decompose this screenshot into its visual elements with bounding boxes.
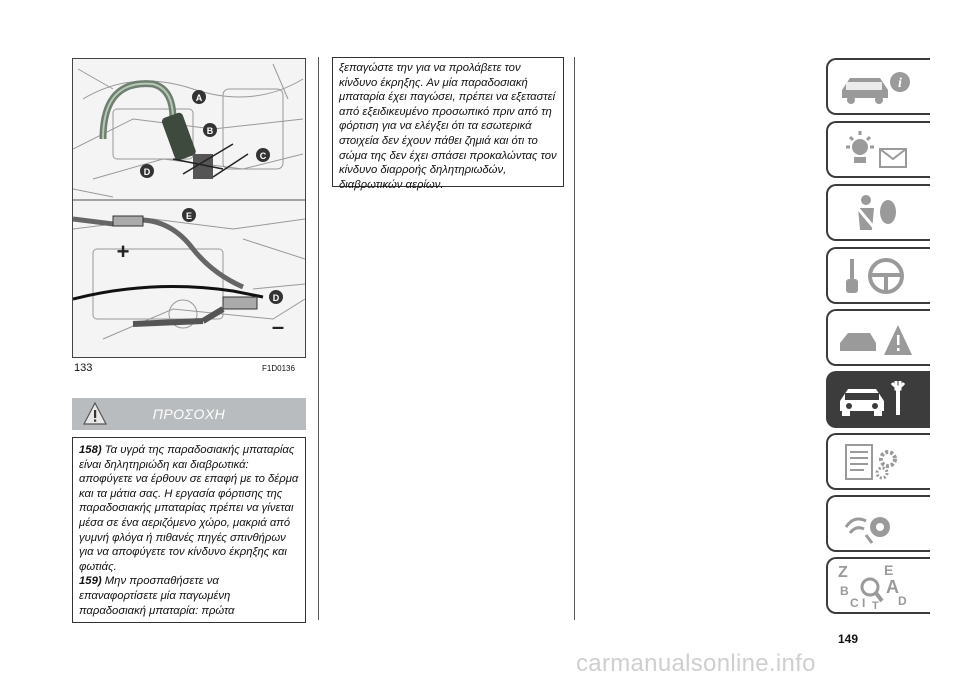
page-number: 149 [838,632,859,646]
car-emergency-icon [836,315,916,361]
warning-continuation-box [332,57,564,191]
svg-text:E: E [185,211,193,221]
figure-battery-connection [72,58,306,358]
upper-panel-bg [73,59,305,199]
svg-text:B: B [206,126,214,136]
side-tab-specifications[interactable] [826,433,930,490]
svg-text:i: i [898,76,902,91]
side-tab-car-info[interactable] [826,58,930,115]
seatbelt-airbag-icon [836,190,916,236]
callout-e [182,208,196,222]
index-letter: Z [838,564,848,581]
svg-text:D: D [143,167,151,177]
side-tab-emergency[interactable] [826,309,930,366]
warning-number: 158) [79,444,102,456]
plus-symbol: + [116,239,130,264]
svg-text:A: A [195,93,203,103]
side-tab-index[interactable] [826,557,930,614]
index-letter: A [886,577,899,597]
alphabetical-index-icon [836,563,916,609]
svg-text:C: C [259,151,267,161]
key-steering-wheel-icon [836,253,916,299]
multimedia-icon [836,501,916,547]
figure-code: F1D0136 [262,364,295,373]
warning-text: Τα υγρά της παραδοσιακής μπαταρίας είναι δηλητηριώδη και διαβρωτικά: αποφύγετε να έρθουν σε επαφή με το δέρμα και τα μάτια σας. Η εργασία φόρτισης της παραδοσιακής μπαταρίας πρέπει να γίνεται μέσα σε ένα αεριζόμενο χώρο, μακριά από γυμνή φλόγα ή πιθανές πηγές σπινθήρων για να αποφύγετε τον κίνδυνο έκρηξης και φωτιάς. [79,444,299,573]
callout-a [192,90,206,104]
watermark: carmanualsonline.info [576,650,816,677]
callout-c [256,148,270,162]
figure-number: 133 [74,362,93,374]
warning-number: 159) [79,575,102,588]
side-tab-safety[interactable] [826,184,930,241]
minus-symbol: – [271,314,285,339]
warning-item-158 [79,443,299,574]
index-letter: C [850,596,859,609]
callout-d-lower [269,290,283,304]
warning-item-159 [79,574,299,618]
column-divider-right [574,57,575,620]
car-info-icon [836,64,916,110]
side-tab-maintenance[interactable] [826,371,930,428]
warning-box [72,437,306,623]
warning-lights-message-icon [836,127,916,173]
car-wrench-icon [834,375,914,421]
clamp-positive [113,216,143,226]
column-divider-left [318,57,319,620]
warning-continuation-text: ξεπαγώστε την για να προλάβετε τον κίνδυνο έκρηξης. Αν μία παραδοσιακή μπαταρία έχει παγώσει, πρέπει να εξεταστεί από εξειδικευμένο προσωπικό πριν από τη φόρτιση για να ελέγξει ότι τα εσωτερικά στοιχεία δεν έχουν πάθει ζημιά και ότι το σώμα της δεν έχει σπάσει προκαλώντας τον κίνδυνο διαρροής δηλητηριωδών, διαβρωτικών αερίων. [339,62,557,191]
index-letter: B [840,584,849,598]
battery-charging-illustration [73,59,305,357]
side-tab-warning-lights[interactable] [826,121,930,178]
index-letter: E [884,563,894,578]
index-letter: D [898,594,907,608]
clamp-negative [223,297,257,309]
warning-title: ΠΡΟΣΟΧΗ [152,406,226,422]
callout-d-upper [140,164,154,178]
callout-b [203,123,217,137]
side-tab-starting-driving[interactable] [826,247,930,304]
specs-gears-icon [836,439,916,485]
side-tab-multimedia[interactable] [826,495,930,552]
svg-text:D: D [272,293,280,303]
index-letter: T [872,600,879,609]
index-letter: I [862,596,866,609]
warning-header [72,398,306,430]
warning-text: Μην προσπαθήσετε να επαναφορτίσετε μία παγωμένη παραδοσιακή μπαταρία: πρώτα [79,575,235,617]
